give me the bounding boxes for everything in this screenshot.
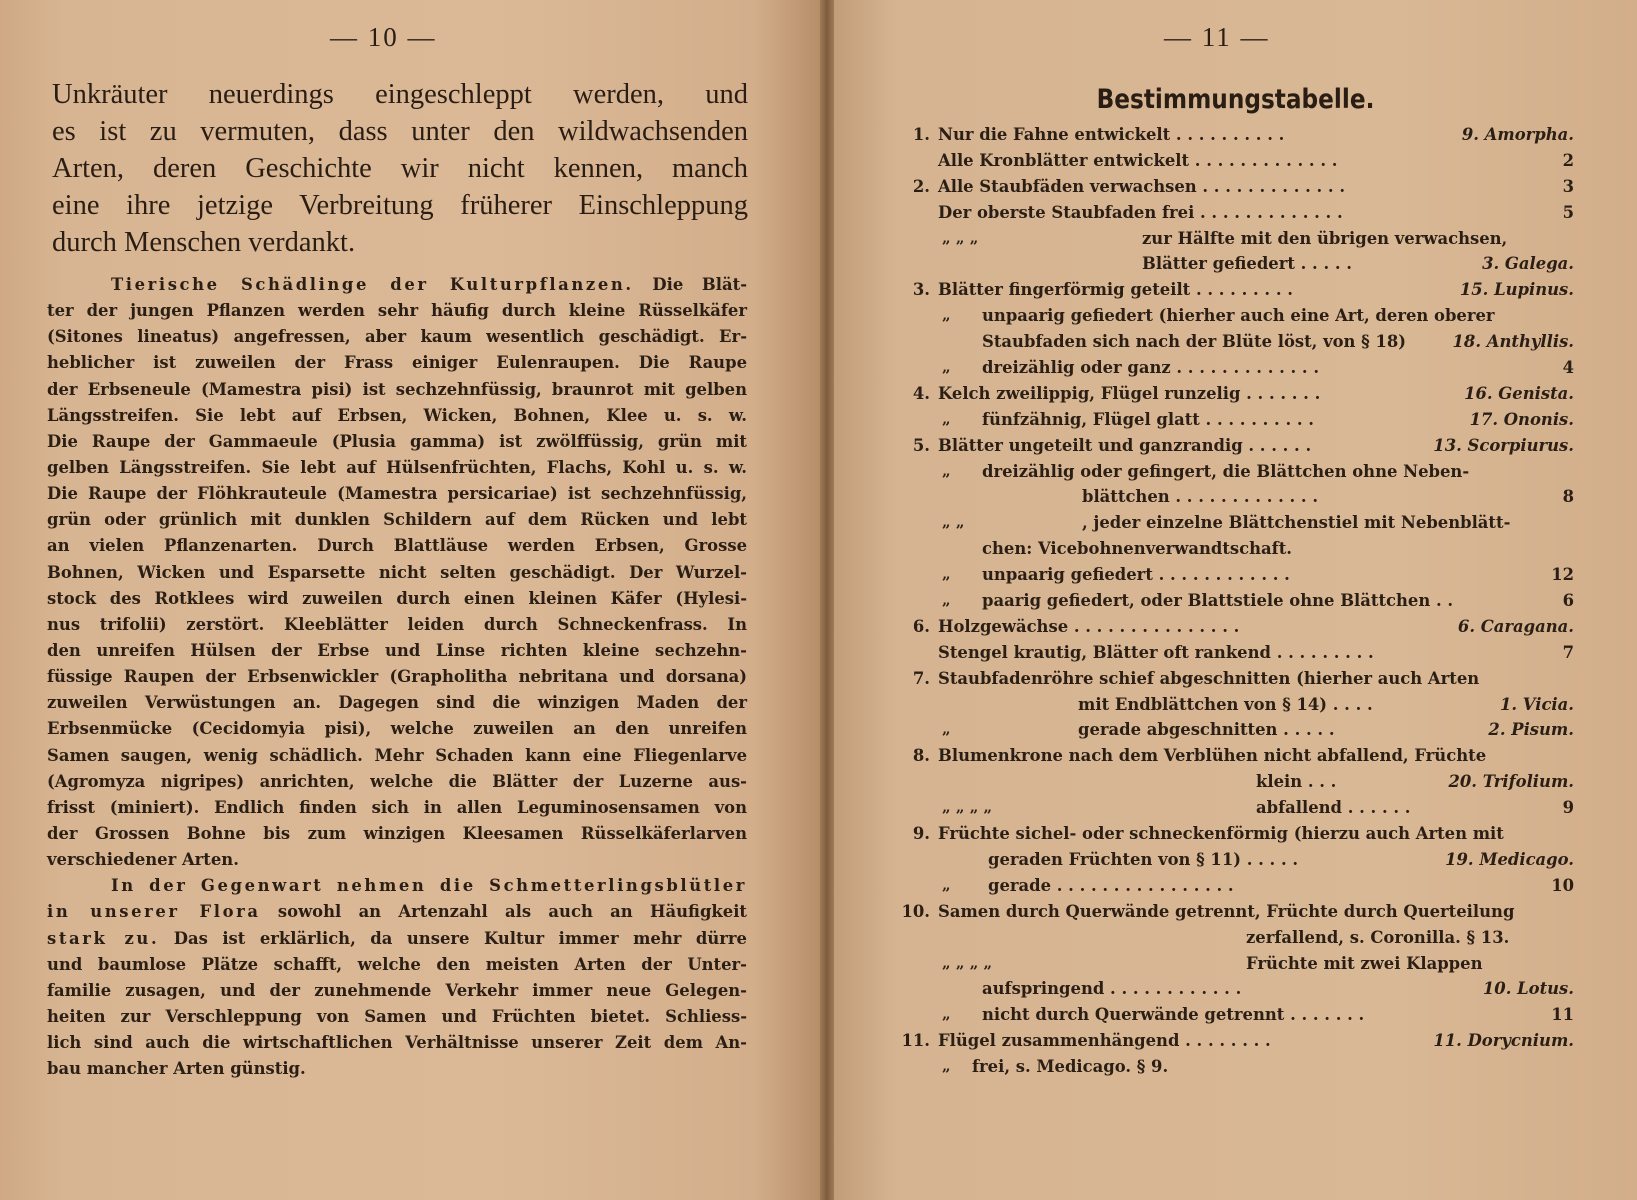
key-text: dreizählig oder ganz . . . . . . . . . . . . . — [982, 358, 1320, 378]
key-row — [894, 1054, 1574, 1080]
key-text: Blumenkrone nach dem Verblühen nicht abfallend, Früchte — [938, 746, 1487, 766]
key-result: 6 — [1562, 591, 1574, 611]
key-text: Stengel krautig, Blätter oft rankend . . . . . . . . . — [938, 642, 1374, 662]
text-line: bau mancher Arten günstig. — [47, 1059, 306, 1079]
key-row — [894, 226, 1574, 252]
key-number: 10. — [901, 901, 930, 921]
key-text: fünfzähnig, Flügel glatt . . . . . . . . . . — [982, 409, 1314, 429]
key-number: 9. — [912, 824, 930, 844]
page-number-right: — 11 — — [1164, 22, 1270, 52]
key-text: klein . . . — [1256, 772, 1337, 792]
lead-paragraph — [52, 76, 748, 261]
text-line: heblicher ist zuweilen der Frass einiger Eulenraupen. Die Raupe — [47, 353, 747, 373]
ditto-marks: „ — [942, 306, 951, 325]
key-text: Nur die Fahne entwickelt . . . . . . . . . . — [938, 125, 1285, 144]
key-result: 3 — [1562, 176, 1574, 196]
key-result: 11 — [1551, 1005, 1574, 1025]
key-row — [894, 303, 1574, 329]
key-result: 16. Genista. — [1464, 383, 1574, 403]
key-result: 10. Lotus. — [1482, 979, 1574, 999]
key-text: dreizählig oder gefingert, die Blättchen ohne Neben- — [982, 461, 1470, 481]
text-line: der Erbseneule (Mamestra pisi) ist sechzehnfüssig, braunrot mit gelben — [47, 379, 747, 399]
key-text: Staubfaden sich nach der Blüte löst, von § 18) — [982, 332, 1407, 352]
text-line: (Agromyza nigripes) anrichten, welche die Blätter der Luzerne aus- — [47, 771, 747, 791]
text-line: und baumlose Plätze schafft, welche den meisten Arten der Unter- — [47, 954, 747, 974]
key-text: Der oberste Staubfaden frei . . . . . . . . . . . . . — [938, 202, 1343, 222]
section-heading: Tierische Schädlinge der Kulturpflanzen. — [111, 275, 634, 294]
key-result: 20. Trifolium. — [1448, 772, 1574, 792]
text-line: Längsstreifen. Sie lebt auf Erbsen, Wicken, Bohnen, Klee u. s. w. — [47, 405, 747, 425]
text-line: frisst (miniert). Endlich finden sich in allen Leguminosensamen von — [47, 797, 747, 817]
ditto-marks: „ — [942, 875, 951, 894]
key-row — [894, 717, 1574, 743]
key-row — [894, 743, 1574, 769]
key-text: Alle Staubfäden verwachsen . . . . . . . . . . . . . — [938, 176, 1346, 196]
lead-line: eine ihre jetzige Verbreitung früherer Einschleppung — [52, 190, 748, 221]
key-text: unpaarig gefiedert (hierher auch eine Art, deren oberer — [982, 306, 1495, 326]
text-line: verschiedener Arten. — [47, 850, 239, 870]
key-row — [894, 122, 1574, 148]
text-line: zuweilen Verwüstungen an. Dagegen sind die winzigen Maden der — [47, 693, 747, 713]
key-text: paarig gefiedert, oder Blattstiele ohne Blättchen . . — [982, 591, 1454, 611]
key-text: chen: Vicebohnenverwandtschaft. — [982, 539, 1292, 559]
key-text: Blätter ungeteilt und ganzrandig . . . . . . — [938, 435, 1312, 455]
key-text: aufspringend . . . . . . . . . . . . — [982, 979, 1242, 999]
key-text: mit Endblättchen von § 14) . . . . — [1078, 694, 1373, 714]
key-result: 5 — [1562, 202, 1574, 222]
key-result: 2 — [1562, 150, 1574, 170]
key-row — [894, 355, 1574, 381]
ditto-marks: „ — [942, 358, 951, 377]
key-number: 6. — [912, 616, 930, 636]
key-text: blättchen . . . . . . . . . . . . . — [1082, 487, 1319, 507]
key-row — [894, 873, 1574, 899]
text-line: familie zusagen, und der zunehmende Verkehr immer neue Gelegen- — [47, 980, 747, 1000]
text-line: heiten zur Verschleppung von Samen und Früchten bietet. Schliess- — [47, 1006, 747, 1026]
key-row — [894, 562, 1574, 588]
key-row — [894, 795, 1574, 821]
key-row — [894, 951, 1574, 977]
key-result: 4 — [1562, 358, 1574, 378]
key-row — [894, 640, 1574, 666]
key-text: Flügel zusammenhängend . . . . . . . . — [938, 1031, 1271, 1051]
key-row — [894, 847, 1574, 873]
key-number: 8. — [912, 746, 930, 766]
text-line: Die Raupe der Flöhkrauteule (Mamestra persicariae) ist sechzehnfüssig, — [47, 484, 747, 504]
key-result: 2. Pisum. — [1488, 720, 1574, 740]
key-row — [894, 433, 1574, 459]
ditto-marks: „ „ „ „ — [942, 798, 993, 817]
key-text: zerfallend, s. Coronilla. § 13. — [1246, 927, 1510, 947]
key-result: 10 — [1551, 875, 1574, 895]
key-number: 3. — [912, 280, 930, 300]
ditto-marks: „ — [942, 409, 951, 428]
key-text: Blätter gefiedert . . . . . — [1142, 254, 1353, 274]
key-result: 7 — [1562, 642, 1574, 662]
text-line: ter der jungen Pflanzen werden sehr häufig durch kleine Rüsselkäfer — [47, 301, 747, 321]
ditto-marks: „ — [942, 1005, 951, 1024]
key-row — [894, 1002, 1574, 1028]
book-gutter — [820, 0, 834, 1200]
key-row — [894, 769, 1574, 795]
key-number: 2. — [912, 176, 930, 196]
key-row — [894, 484, 1574, 510]
text-line: (Sitones lineatus) angefressen, aber kaum wesentlich geschädigt. Er- — [47, 327, 747, 347]
key-number: 1. — [912, 125, 930, 144]
key-number: 4. — [912, 383, 930, 403]
lead-line: Arten, deren Geschichte wir nicht kennen, manch — [52, 153, 748, 184]
key-text: Alle Kronblätter entwickelt . . . . . . . . . . . . . — [938, 150, 1338, 170]
text-line: Samen saugen, wenig schädlich. Mehr Schaden kann eine Fliegenlarve — [47, 745, 747, 765]
key-row — [894, 251, 1574, 277]
text-line: Die Raupe der Gammaeule (Plusia gamma) ist zwölffüssig, grün mit — [47, 431, 747, 451]
key-result: 9. Amorpha. — [1461, 125, 1574, 144]
text-line: gelben Längsstreifen. Sie lebt auf Hülsenfrüchten, Flachs, Kohl u. s. w. — [47, 457, 747, 477]
key-text: , jeder einzelne Blättchenstiel mit Nebenblätt- — [1082, 513, 1511, 533]
key-number: 11. — [901, 1031, 930, 1051]
text-line: an vielen Pflanzenarten. Durch Blattläuse werden Erbsen, Grosse — [47, 536, 747, 556]
ditto-marks: „ — [942, 565, 951, 584]
key-text: gerade . . . . . . . . . . . . . . . . — [988, 875, 1234, 895]
lead-line: Unkräuter neuerdings eingeschleppt werden, und — [52, 79, 748, 110]
key-row — [894, 1028, 1574, 1054]
text-line: stark zu. Das ist erklärlich, da unsere Kultur immer mehr dürre — [47, 928, 747, 948]
text-line: den unreifen Hülsen der Erbse und Linse richten kleine sechzehn- — [47, 640, 747, 660]
ditto-marks: „ — [942, 1057, 951, 1076]
key-text: Kelch zweilippig, Flügel runzelig . . . . . . . — [938, 383, 1321, 403]
text-line: Erbsenmücke (Cecidomyia pisi), welche zuweilen an den unreifen — [47, 719, 747, 739]
key-number: 5. — [912, 435, 930, 455]
text-line: in unserer Flora sowohl an Artenzahl als auch an Häufigkeit — [47, 902, 747, 922]
key-row — [894, 899, 1574, 925]
key-result: 11. Dorycnium. — [1433, 1031, 1574, 1051]
key-text: geraden Früchten von § 11) . . . . . — [988, 849, 1299, 869]
text-line: In der Gegenwart nehmen die Schmetterlingsblütler — [111, 876, 747, 896]
key-row — [894, 459, 1574, 485]
text-line: der Grossen Bohne bis zum winzigen Kleesamen Rüsselkäferlarven — [47, 823, 747, 843]
key-text: Staubfadenröhre schief abgeschnitten (hierher auch Arten — [938, 668, 1480, 688]
key-result: 13. Scorpiurus. — [1433, 435, 1574, 455]
key-result: 9 — [1562, 798, 1574, 818]
key-result: 15. Lupinus. — [1459, 280, 1574, 300]
key-result: 19. Medicago. — [1445, 849, 1574, 869]
ditto-marks: „ — [942, 720, 951, 739]
key-row — [894, 277, 1574, 303]
key-text: Samen durch Querwände getrennt, Früchte durch Querteilung — [938, 901, 1515, 921]
ditto-marks: „ — [942, 461, 951, 480]
key-text: gerade abgeschnitten . . . . . — [1078, 720, 1335, 740]
key-row — [894, 821, 1574, 847]
key-row — [894, 200, 1574, 226]
key-row — [894, 976, 1574, 1002]
key-text: zur Hälfte mit den übrigen verwachsen, — [1142, 228, 1508, 248]
text-line: Bohnen, Wicken und Esparsette nicht selten geschädigt. Der Wurzel- — [47, 562, 747, 582]
key-result: 1. Vicia. — [1499, 694, 1574, 714]
key-result: 18. Anthyllis. — [1452, 332, 1574, 352]
key-row — [894, 174, 1574, 200]
text-line: nus trifolii) zerstört. Kleeblätter leiden durch Schneckenfrass. In — [47, 614, 747, 634]
key-number: 7. — [912, 668, 930, 688]
key-row — [894, 510, 1574, 536]
key-row — [894, 692, 1574, 718]
key-row — [894, 588, 1574, 614]
key-row — [894, 381, 1574, 407]
key-text: Früchte sichel- oder schneckenförmig (hierzu auch Arten mit — [938, 824, 1504, 844]
key-text: Blätter fingerförmig geteilt . . . . . . . . . — [938, 280, 1293, 300]
ditto-marks: „ — [942, 591, 951, 610]
key-result: 6. Caragana. — [1457, 616, 1574, 636]
key-row — [894, 407, 1574, 433]
right-page — [834, 0, 1637, 1200]
text-line: stock des Rotklees wird zuweilen durch einen kleinen Käfer (Hylesi- — [47, 588, 747, 608]
text-line: füssige Raupen der Erbsenwickler (Grapholitha nebritana und dorsana) — [47, 667, 747, 687]
key-row — [894, 666, 1574, 692]
key-result: 17. Ononis. — [1469, 409, 1574, 429]
key-row — [894, 925, 1574, 951]
body-text — [47, 272, 747, 1082]
key-result: 12 — [1551, 565, 1574, 585]
key-result: 8 — [1562, 487, 1574, 507]
page-number-left: — 10 — — [330, 22, 437, 52]
ditto-marks: „ „ „ — [942, 228, 979, 247]
lead-line: es ist zu vermuten, dass unter den wildwachsenden — [52, 116, 748, 147]
key-text: abfallend . . . . . . — [1256, 798, 1411, 818]
ditto-marks: „ „ „ „ — [942, 953, 993, 972]
key-text: nicht durch Querwände getrennt . . . . . . . — [982, 1005, 1365, 1025]
text-line: Tierische Schädlinge der Kulturpflanzen. Die Blät- — [111, 275, 747, 294]
key-text: Früchte mit zwei Klappen — [1246, 953, 1483, 973]
table-title: Bestimmungstabelle. — [1096, 84, 1375, 115]
key-text: unpaarig gefiedert . . . . . . . . . . . . — [982, 565, 1290, 585]
key-row — [894, 329, 1574, 355]
key-row — [894, 536, 1574, 562]
identification-key — [894, 122, 1574, 1080]
ditto-marks: „ „ — [942, 513, 965, 532]
text-line: lich sind auch die wirtschaftlichen Verhältnisse unserer Zeit dem An- — [47, 1033, 747, 1053]
key-row — [894, 614, 1574, 640]
key-text: frei, s. Medicago. § 9. — [972, 1057, 1169, 1077]
key-text: Holzgewächse . . . . . . . . . . . . . . . — [938, 616, 1240, 636]
lead-line: durch Menschen verdankt. — [52, 227, 356, 258]
key-row — [894, 148, 1574, 174]
key-result: 3. Galega. — [1482, 254, 1574, 274]
text-line: grün oder grünlich mit dunklen Schildern auf dem Rücken und lebt — [47, 510, 747, 530]
